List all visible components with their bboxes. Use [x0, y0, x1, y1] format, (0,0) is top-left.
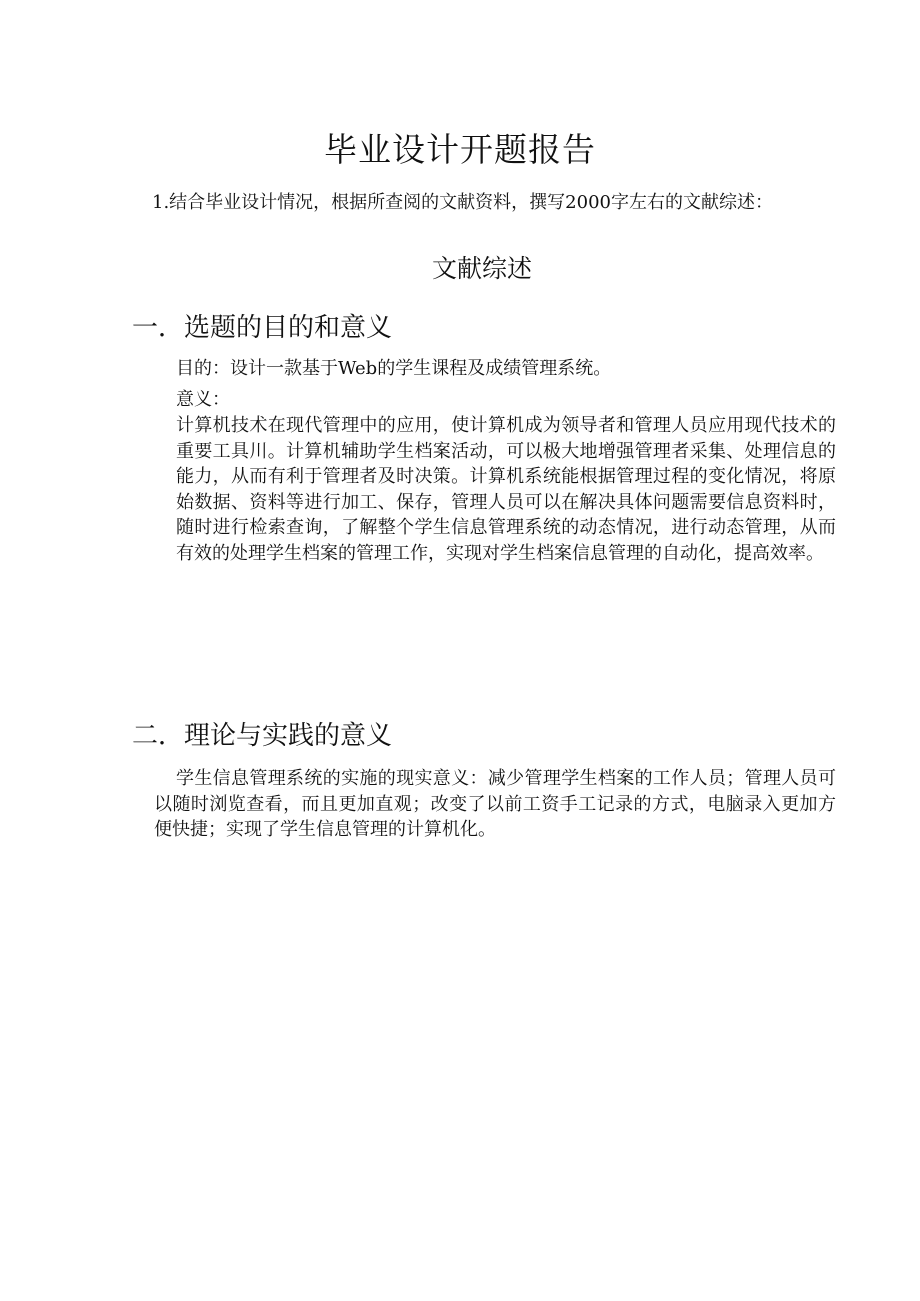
section-heading-purpose: 一．选题的目的和意义	[132, 313, 393, 343]
literature-review-subtitle: 文献综述	[431, 254, 532, 283]
theory-practice-paragraph: 学生信息管理系统的实施的现实意义：减少管理学生档案的工作人员；管理人员可以随时浏览查看，而且更加直观；改变了以前工资手工记录的方式，电脑录入更加方便快捷；实现了学生信息管理的计算机化。	[154, 768, 836, 840]
meaning-label: 意义：	[176, 389, 230, 410]
section-heading-theory-practice: 二．理论与实践的意义	[132, 721, 393, 751]
document-title: 毕业设计开题报告	[324, 130, 596, 169]
instruction-text: 1.结合毕业设计情况，根据所查阅的文献资料，撰写2000字左右的文献综述：	[152, 192, 773, 213]
meaning-paragraph: 计算机技术在现代管理中的应用，使计算机成为领导者和管理人员应用现代技术的重要工具川。计算机辅助学生档案活动，可以极大地增强管理者采集、处理信息的能力，从而有利于管理者及时决策。计算机系统能根据管理过程的变化情况，将原始数据、资料等进行加工、保存，管理人员可以在解决具体问题需要信息资料时，随时进行检索查询，了解整个学生信息管理系统的动态情况，进行动态管理，从而有效的处理学生档案的管理工作，实现对学生档案信息管理的自动化，提高效率。	[176, 415, 836, 564]
purpose-text: 目的：设计一款基于Web的学生课程及成绩管理系统。	[176, 358, 612, 379]
